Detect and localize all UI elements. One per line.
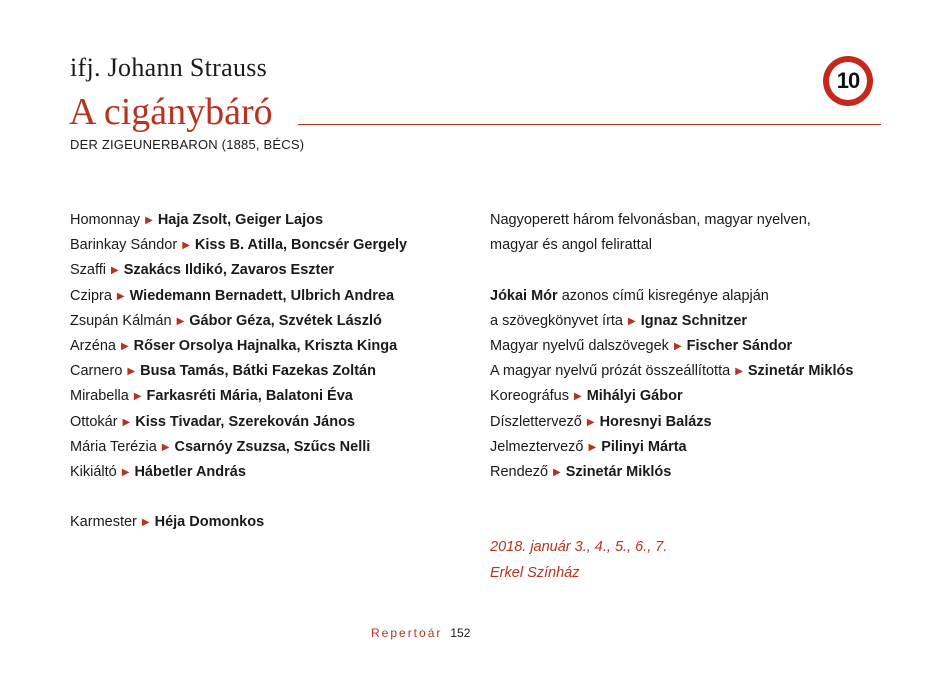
- arrow-icon: ▶: [588, 441, 597, 453]
- performer-names: Kiss B. Atilla, Boncsér Gergely: [194, 237, 408, 254]
- role-label: Mirabella: [70, 388, 129, 405]
- performer-names: Szakács Ildikó, Zavaros Eszter: [123, 262, 335, 279]
- arrow-icon: ▶: [121, 466, 130, 478]
- cast-row: [70, 208, 460, 233]
- credit-role: A magyar nyelvű prózát összeállította: [490, 363, 731, 380]
- cast-row: [70, 410, 460, 435]
- arrow-icon: ▶: [176, 315, 185, 327]
- composer: ifj. Johann Strauss: [70, 53, 268, 82]
- age-rating-badge: [823, 56, 873, 106]
- performer-names: Kiss Tivadar, Szerekován János: [135, 413, 356, 430]
- role-label: Barinkay Sándor: [70, 237, 178, 254]
- original-title: DER ZIGEUNERBARON (1885, BÉCS): [70, 137, 305, 152]
- cast-row: [70, 384, 460, 409]
- source-author: Jókai Mór: [490, 287, 558, 304]
- performer-names: Farkasréti Mária, Balatoni Éva: [146, 388, 353, 405]
- role-label: Czipra: [70, 287, 112, 304]
- credit-role: a szövegkönyvet írta: [490, 312, 623, 329]
- role-label: Mária Terézia: [70, 438, 157, 455]
- credit-role: Jelmeztervező: [490, 438, 584, 455]
- arrow-icon: ▶: [111, 265, 119, 277]
- arrow-icon: ▶: [120, 340, 129, 352]
- credit-role: Díszlettervező: [490, 413, 582, 430]
- page-title: A cigánybáró: [69, 91, 273, 133]
- role-label: Arzéna: [70, 337, 116, 354]
- credit-row: [490, 435, 910, 460]
- cast-row: [70, 359, 460, 384]
- credit-row: [490, 460, 910, 485]
- role-label: Kikiáltó: [70, 463, 117, 480]
- conductor-row: [70, 510, 460, 535]
- performer-names: Wiedemann Bernadett, Ulbrich Andrea: [129, 287, 395, 304]
- cast-row: [70, 284, 460, 309]
- cast-row: [70, 309, 460, 334]
- cast-list: [70, 208, 460, 535]
- performer-names: Busa Tamás, Bátki Fazekas Zoltán: [140, 363, 376, 380]
- conductor-name: Héja Domonkos: [154, 514, 265, 531]
- production-info: [490, 208, 910, 586]
- cast-row: [70, 435, 460, 460]
- role-label: Szaffi: [70, 262, 107, 279]
- credit-role: Koreográfus: [490, 388, 569, 405]
- performer-names: Haja Zsolt, Geiger Lajos: [157, 212, 324, 228]
- performer-names: Gábor Géza, Szvétek László: [189, 312, 382, 329]
- description-line: magyar és angol felirattal: [490, 237, 652, 254]
- performance-venue: Erkel Színház: [490, 564, 580, 581]
- cast-row: [70, 258, 460, 283]
- credit-row: [490, 334, 910, 359]
- credit-row: [490, 410, 910, 435]
- source-line: [490, 284, 910, 309]
- arrow-icon: ▶: [161, 441, 170, 453]
- age-rating-value: 10: [829, 62, 867, 100]
- arrow-icon: ▶: [574, 391, 582, 403]
- title-rule: [298, 124, 881, 125]
- role-label: Karmester: [70, 514, 137, 531]
- arrow-icon: ▶: [735, 366, 743, 378]
- credit-name: Horesnyi Balázs: [599, 413, 712, 430]
- performer-names: Rőser Orsolya Hajnalka, Kriszta Kinga: [133, 337, 398, 354]
- performance-dates: 2018. január 3., 4., 5., 6., 7.: [490, 539, 668, 556]
- page-footer: [371, 626, 470, 640]
- arrow-icon: ▶: [141, 517, 150, 529]
- credit-name: Szinetár Miklós: [565, 463, 672, 480]
- credit-name: Fischer Sándor: [686, 337, 793, 354]
- arrow-icon: ▶: [145, 215, 153, 226]
- arrow-icon: ▶: [116, 290, 125, 302]
- role-label: Homonnay: [70, 212, 141, 228]
- credit-name: Ignaz Schnitzer: [640, 312, 748, 329]
- footer-section-label: Repertoár: [371, 626, 443, 640]
- credit-role: Rendező: [490, 463, 549, 480]
- cast-row: [70, 334, 460, 359]
- credit-name: Pilinyi Márta: [601, 438, 687, 455]
- arrow-icon: ▶: [133, 391, 142, 403]
- arrow-icon: ▶: [553, 466, 561, 478]
- page-number: 152: [450, 626, 471, 640]
- cast-row: [70, 460, 460, 485]
- arrow-icon: ▶: [673, 340, 682, 352]
- cast-row: [70, 233, 460, 258]
- arrow-icon: ▶: [586, 416, 595, 428]
- credit-row: [490, 384, 910, 409]
- arrow-icon: ▶: [182, 240, 190, 252]
- arrow-icon: ▶: [628, 315, 636, 327]
- arrow-icon: ▶: [122, 416, 131, 428]
- arrow-icon: ▶: [127, 366, 136, 378]
- role-label: Ottokár: [70, 413, 118, 430]
- credit-row: [490, 309, 910, 334]
- source-text: azonos című kisregénye alapján: [557, 287, 769, 304]
- credit-role: Magyar nyelvű dalszövegek: [490, 337, 669, 354]
- credit-row: [490, 359, 910, 384]
- credit-name: Szinetár Miklós: [747, 363, 854, 380]
- role-label: Carnero: [70, 363, 123, 380]
- performer-names: Hábetler András: [134, 463, 246, 480]
- role-label: Zsupán Kálmán: [70, 312, 172, 329]
- credit-name: Mihályi Gábor: [586, 388, 683, 405]
- description-line: Nagyoperett három felvonásban, magyar nyelven,: [490, 212, 811, 228]
- performer-names: Csarnóy Zsuzsa, Szűcs Nelli: [174, 438, 371, 455]
